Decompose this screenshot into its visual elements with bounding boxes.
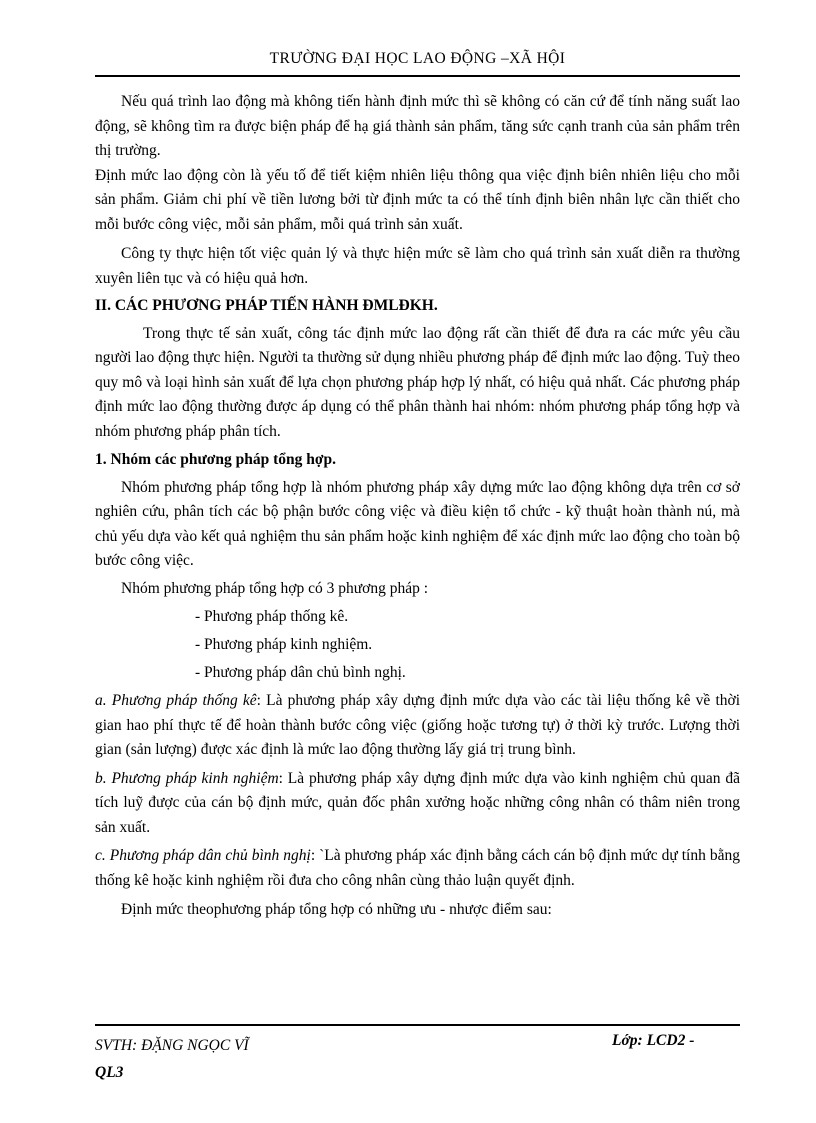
document-body xyxy=(95,90,740,923)
method-c-text: : `Là phương pháp xác định bằng cách cán bộ định mức dự tính bằng thống kê hoặc kinh nghiệm rồi đưa cho công nhân cùng thảo luận quyết định. xyxy=(95,847,740,889)
paragraph-4: Trong thực tế sản xuất, công tác định mức lao động rất cần thiết để đưa ra các mức yêu cầu người lao động thực hiện. Người ta thường sử dụng nhiều phương pháp để định mức lao động. Tuỳ theo quy mô và loại hình sản xuất để lựa chọn phương pháp hợp lý nhất, có hiệu quả nhất. Các phương pháp định mức lao động thường được áp dụng có thể phân thành hai nhóm: nhóm phương pháp tổng hợp và nhóm phương pháp phân tích. xyxy=(95,324,740,440)
bullet-item: - Phương pháp dân chủ bình nghị. xyxy=(195,664,406,681)
method-a-text: : Là phương pháp xây dựng định mức dựa vào các tài liệu thống kê về thời gian hao phí thực tế để hoàn thành bước công việc (giống hoặc tương tự) ở thời kỳ trước. Lượng thời gian (sản lượng) được xác định là mức lao động thường lấy giá trị trung bình. xyxy=(95,692,740,758)
footer-svth: SVTH: ĐẶNG NGỌC VĨ xyxy=(95,1037,249,1054)
paragraph-6: Nhóm phương pháp tổng hợp có 3 phương pháp : xyxy=(121,579,429,597)
method-c xyxy=(95,844,740,893)
method-a xyxy=(95,689,740,763)
method-b xyxy=(95,767,740,841)
method-b-text: : Là phương pháp xây dựng định mức dựa vào kinh nghiệm chủ quan đã tích luỹ được của cán bộ định mức, quản đốc phân xưởng hoặc những công nhân có thâm niên trong sản xuất. xyxy=(95,769,740,836)
method-a-label: a. Phương pháp thống kê xyxy=(95,692,257,709)
method-b-label: b. Phương pháp kinh nghiệm xyxy=(95,769,279,787)
footer-divider xyxy=(95,1024,740,1026)
bullet-item: - Phương pháp thống kê. xyxy=(195,608,349,625)
paragraph-3: Công ty thực hiện tốt việc quản lý và thực hiện mức sẽ làm cho quá trình sản xuất diễn ra thường xuyên liên tục và có hiệu quả hơn. xyxy=(95,245,740,287)
paragraph-1: Nếu quá trình lao động mà không tiến hành định mức thì sẽ không có căn cứ để tính năng suất lao động, sẽ không tìm ra được biện pháp để hạ giá thành sản phẩm, tăng sức cạnh tranh của sản phẩm trên thị trường. xyxy=(95,93,740,159)
paragraph-2: Định mức lao động còn là yếu tố để tiết kiệm nhiên liệu thông qua việc định biên nhiên liệu cho mỗi sản phẩm. Giảm chi phí về tiền lương bởi từ định mức ta có thể tính định biên nhân lực cần thiết cho mỗi bước công việc, mỗi sản phẩm, mỗi quá trình sản xuất. xyxy=(95,166,740,233)
section-heading-ii: II. CÁC PHƯƠNG PHÁP TIẾN HÀNH ĐMLĐKH. xyxy=(95,297,438,314)
method-c-label: c. Phương pháp dân chủ bình nghị xyxy=(95,847,311,864)
paragraph-7: Định mức theophương pháp tổng hợp có những ưu - nhược điểm sau: xyxy=(121,901,552,918)
header-divider xyxy=(95,75,740,77)
paragraph-5: Nhóm phương pháp tổng hợp là nhóm phương pháp xây dựng mức lao động không dựa trên cơ sở nghiên cứu, phân tích các bộ phận bước công việc và điều kiện tổ chức - kỹ thuật hoàn thành nú, mà chủ yếu dựa vào kết quả nghiệm thu sản phẩm hoặc kinh nghiệm để xác định mức lao động cho toàn bộ bước công việc. xyxy=(95,478,740,569)
bullet-item: - Phương pháp kinh nghiệm. xyxy=(195,636,373,653)
section-heading-1: 1. Nhóm các phương pháp tổng hợp. xyxy=(95,451,336,468)
footer-ql: QL3 xyxy=(95,1064,124,1081)
footer-class: Lớp: LCD2 - xyxy=(612,1032,695,1049)
header-title: TRƯỜNG ĐẠI HỌC LAO ĐỘNG –XÃ HỘI xyxy=(269,50,566,67)
footer-student xyxy=(95,1032,355,1086)
